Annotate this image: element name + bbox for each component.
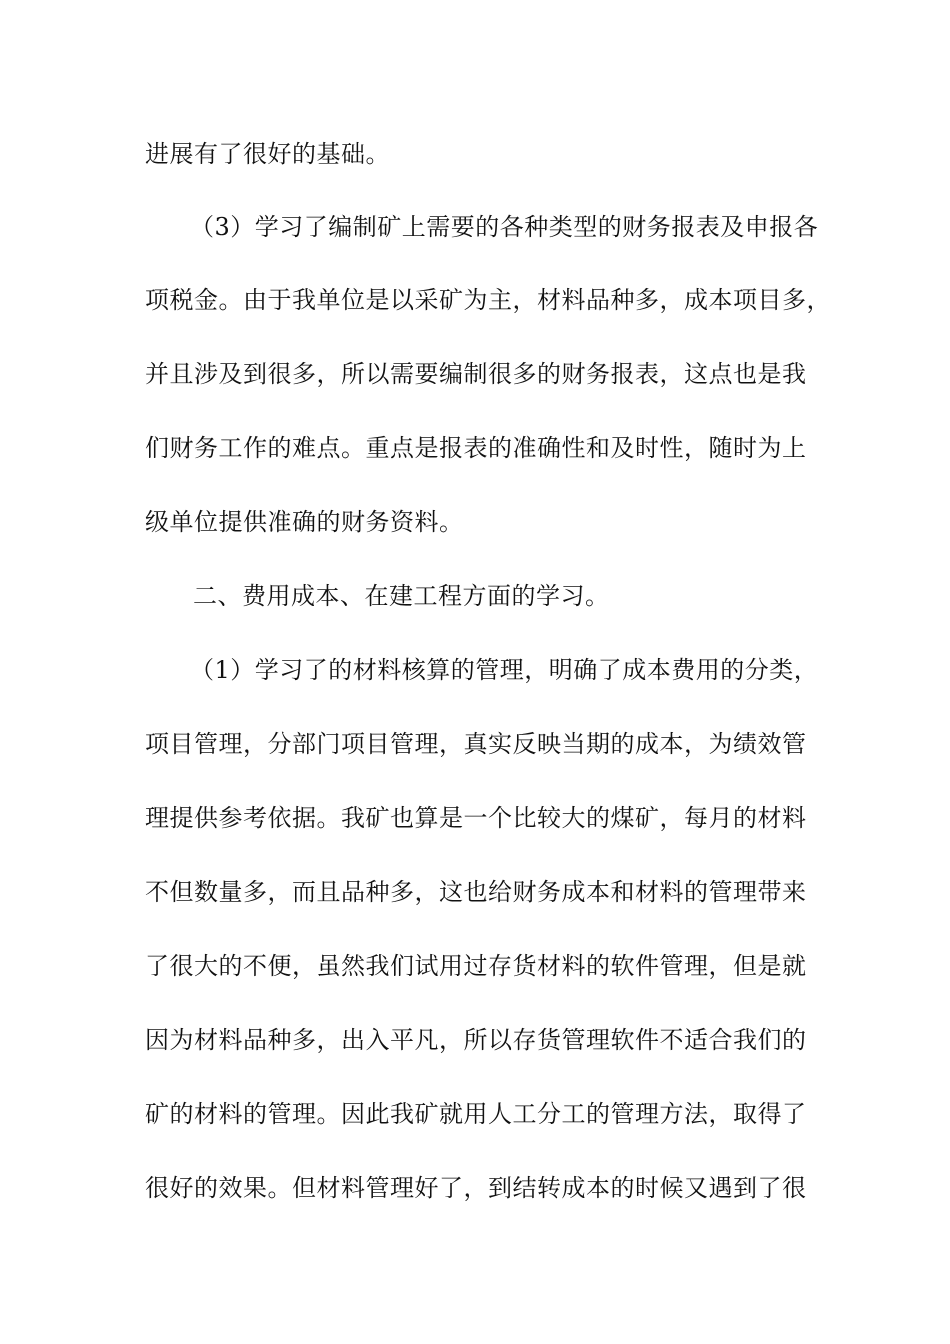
text-line-8: （1）学习了的材料核算的管理，明确了成本费用的分类，	[190, 656, 819, 684]
text-line-12: 了很大的不便，虽然我们试用过存货材料的软件管理，但是就	[145, 952, 807, 980]
text-line-5: 们财务工作的难点。重点是报表的准确性和及时性，随时为上	[145, 434, 807, 462]
text-line-1: 进展有了很好的基础。	[145, 140, 390, 168]
text-line-10: 理提供参考依据。我矿也算是一个比较大的煤矿，每月的材料	[145, 804, 807, 832]
text-line-14: 矿的材料的管理。因此我矿就用人工分工的管理方法，取得了	[145, 1100, 807, 1128]
text-line-13: 因为材料品种多，出入平凡，所以存货管理软件不适合我们的	[145, 1026, 807, 1054]
text-line-3: 项税金。由于我单位是以采矿为主，材料品种多，成本项目多，	[145, 286, 831, 314]
text-line-4: 并且涉及到很多，所以需要编制很多的财务报表，这点也是我	[145, 360, 807, 388]
text-line-6: 级单位提供准确的财务资料。	[145, 508, 464, 536]
text-line-2: （3）学习了编制矿上需要的各种类型的财务报表及申报各	[190, 213, 819, 241]
text-line-15: 很好的效果。但材料管理好了，到结转成本的时候又遇到了很	[145, 1174, 807, 1202]
section-heading: 二、费用成本、在建工程方面的学习。	[193, 582, 610, 610]
text-line-11: 不但数量多，而且品种多，这也给财务成本和材料的管理带来	[145, 878, 807, 906]
text-line-9: 项目管理，分部门项目管理，真实反映当期的成本，为绩效管	[145, 730, 807, 758]
